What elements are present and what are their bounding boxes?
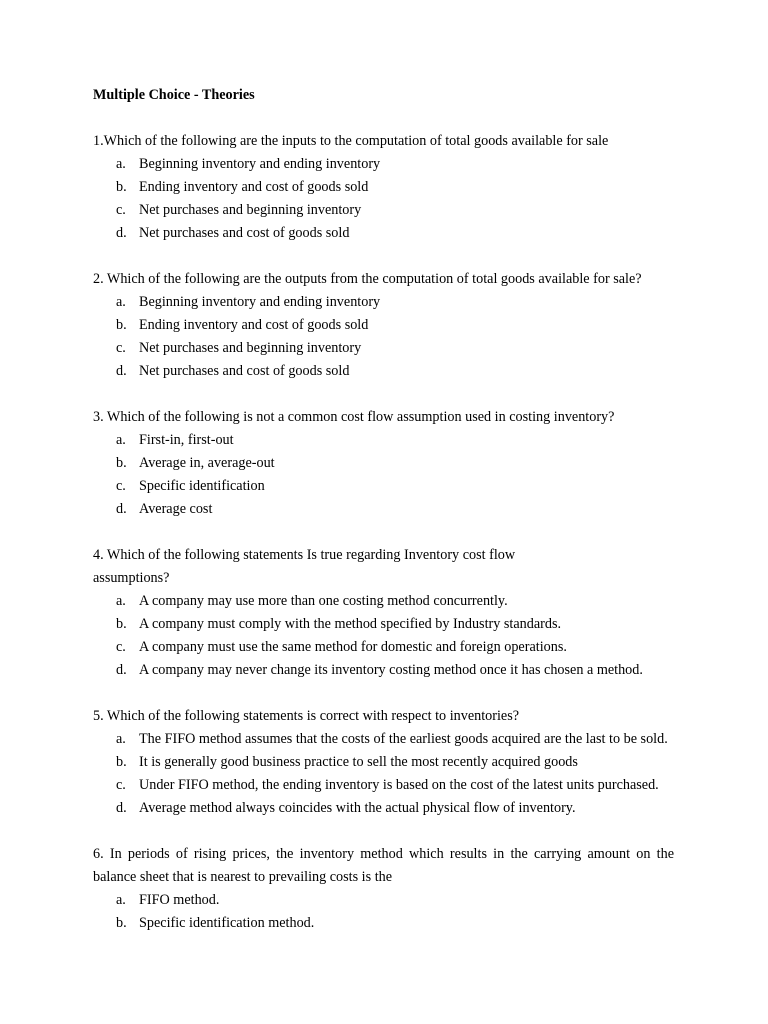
option-a <box>93 728 674 751</box>
question-text: 3. Which of the following is not a common cost flow assumption used in costing inventory? <box>93 409 615 425</box>
option-letter: b. <box>116 915 127 931</box>
option-text: Beginning inventory and ending inventory <box>139 156 381 172</box>
option-letter: b. <box>116 616 127 632</box>
option-b <box>93 176 674 199</box>
question-text: 1.Which of the following are the inputs to the computation of total goods available for sale <box>93 133 609 149</box>
option-text: The FIFO method assumes that the costs of the earliest goods acquired are the last to be sold. <box>139 731 668 747</box>
question-text <box>93 544 674 590</box>
option-text: A company may use more than one costing method concurrently. <box>139 593 508 609</box>
option-text: Ending inventory and cost of goods sold <box>139 179 369 195</box>
option-b <box>93 751 674 774</box>
option-text: Net purchases and cost of goods sold <box>139 225 350 241</box>
option-text: Beginning inventory and ending inventory <box>139 294 381 310</box>
question-5 <box>93 705 674 820</box>
option-list <box>93 889 674 935</box>
option-letter: b. <box>116 317 127 333</box>
option-d <box>93 659 674 682</box>
option-letter: a. <box>116 432 126 448</box>
option-letter: a. <box>116 294 126 310</box>
option-text: Average method always coincides with the actual physical flow of inventory. <box>139 800 576 816</box>
question-text-line-1: 4. Which of the following statements Is true regarding Inventory cost flow <box>93 547 516 563</box>
option-text: Ending inventory and cost of goods sold <box>139 317 369 333</box>
option-letter: a. <box>116 731 126 747</box>
option-letter: d. <box>116 225 127 241</box>
option-list <box>93 429 674 521</box>
option-text: FIFO method. <box>139 892 220 908</box>
question-1 <box>93 130 674 245</box>
option-text: Net purchases and cost of goods sold <box>139 363 350 379</box>
option-list <box>93 590 674 682</box>
option-b <box>93 452 674 475</box>
option-a <box>93 153 674 176</box>
option-letter: c. <box>116 340 126 356</box>
question-6 <box>93 843 674 935</box>
option-letter: a. <box>116 593 126 609</box>
option-c <box>93 475 674 498</box>
question-text: 2. Which of the following are the outputs from the computation of total goods available for sale? <box>93 271 642 287</box>
option-letter: d. <box>116 501 127 517</box>
option-a <box>93 889 674 912</box>
question-text: 5. Which of the following statements is correct with respect to inventories? <box>93 708 520 724</box>
option-text: Specific identification method. <box>139 915 315 931</box>
question-text-line-2: assumptions? <box>93 570 170 586</box>
question-4 <box>93 544 674 682</box>
option-c <box>93 337 674 360</box>
option-letter: b. <box>116 179 127 195</box>
option-b <box>93 314 674 337</box>
option-c <box>93 636 674 659</box>
option-letter: a. <box>116 892 126 908</box>
option-text: A company must comply with the method specified by Industry standards. <box>139 616 562 632</box>
question-3 <box>93 406 674 521</box>
option-d <box>93 360 674 383</box>
question-2 <box>93 268 674 383</box>
option-text: Under FIFO method, the ending inventory is based on the cost of the latest units purchased. <box>139 777 659 793</box>
option-letter: a. <box>116 156 126 172</box>
option-letter: d. <box>116 363 127 379</box>
option-letter: c. <box>116 202 126 218</box>
option-letter: c. <box>116 639 126 655</box>
option-letter: d. <box>116 662 127 678</box>
option-text: A company must use the same method for domestic and foreign operations. <box>139 639 567 655</box>
option-a <box>93 291 674 314</box>
question-text: 6. In periods of rising prices, the inventory method which results in the carrying amount on the balance sheet that is nearest to prevailing costs is the <box>93 846 674 885</box>
option-text: Average in, average-out <box>139 455 275 471</box>
option-letter: b. <box>116 754 127 770</box>
option-text: Net purchases and beginning inventory <box>139 202 362 218</box>
option-d <box>93 498 674 521</box>
option-list <box>93 291 674 383</box>
option-text: It is generally good business practice to sell the most recently acquired goods <box>139 754 578 770</box>
option-letter: d. <box>116 800 127 816</box>
document-title: Multiple Choice - Theories <box>93 87 255 103</box>
option-list <box>93 153 674 245</box>
option-text: Average cost <box>139 501 213 517</box>
document-page <box>93 84 674 935</box>
option-list <box>93 728 674 820</box>
option-text: First-in, first-out <box>139 432 234 448</box>
option-letter: c. <box>116 777 126 793</box>
option-a <box>93 590 674 613</box>
option-d <box>93 222 674 245</box>
option-letter: c. <box>116 478 126 494</box>
option-c <box>93 774 674 797</box>
option-c <box>93 199 674 222</box>
option-letter: b. <box>116 455 127 471</box>
option-a <box>93 429 674 452</box>
option-text: Specific identification <box>139 478 265 494</box>
option-d <box>93 797 674 820</box>
option-b <box>93 613 674 636</box>
option-b <box>93 912 674 935</box>
option-text: A company may never change its inventory costing method once it has chosen a method. <box>139 662 643 678</box>
option-text: Net purchases and beginning inventory <box>139 340 362 356</box>
